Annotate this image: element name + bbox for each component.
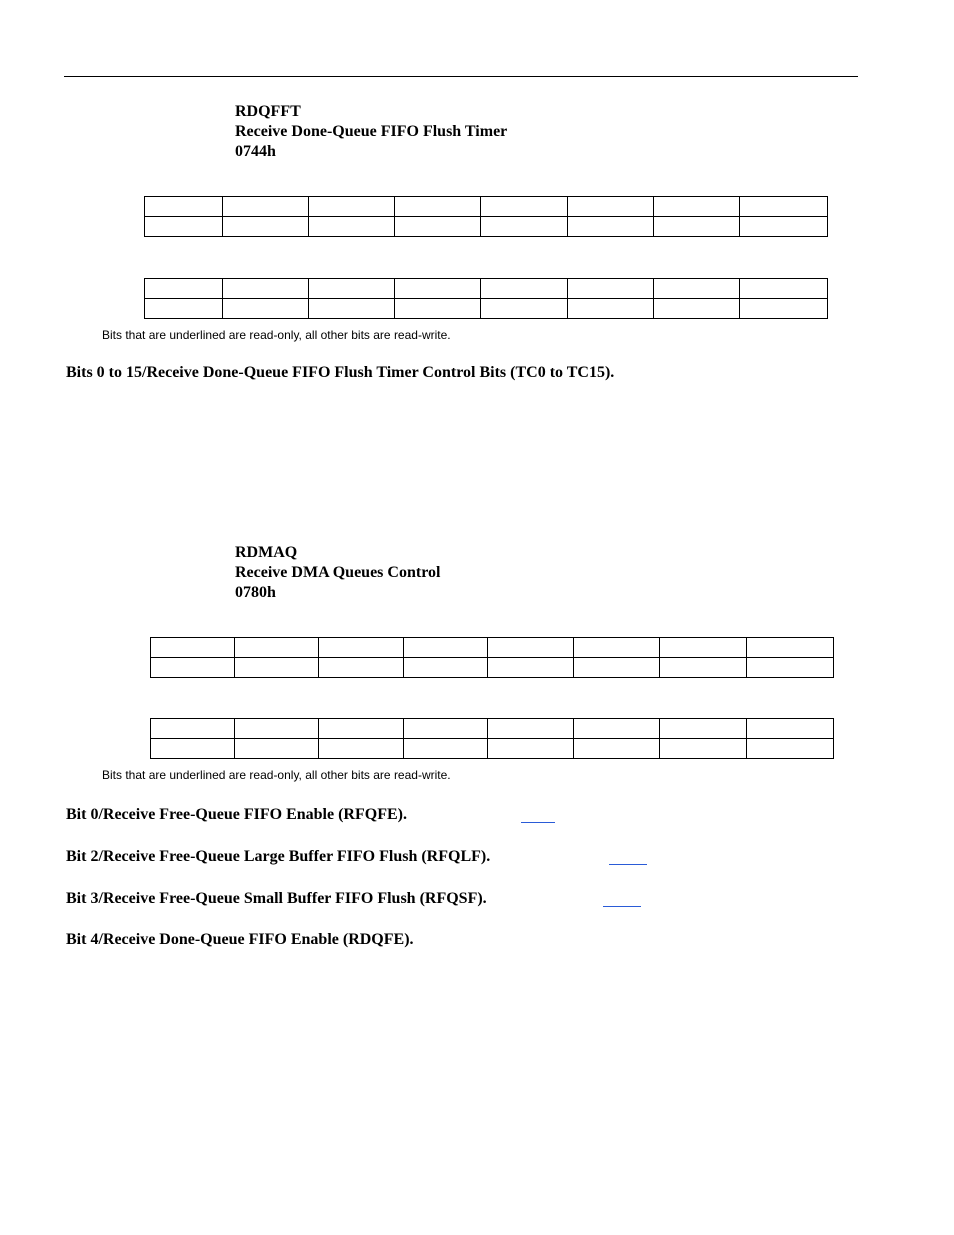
table-row — [151, 719, 834, 739]
register-header-rdmaq — [235, 543, 440, 603]
table-row — [145, 299, 828, 319]
bit-description-rfqfe: Bit 0/Receive Free-Queue FIFO Enable (RFQFE). — [66, 806, 407, 823]
table-row — [151, 739, 834, 759]
rdmaq-bit-table-lower — [150, 718, 834, 759]
table-row — [145, 217, 828, 237]
rdmaq-bit-table-upper — [150, 637, 834, 678]
rdqfft-bit-table-lower — [144, 278, 828, 319]
cross-reference-link[interactable] — [521, 822, 555, 823]
register-mnemonic: RDQFFT — [235, 103, 301, 120]
register-name: Receive DMA Queues Control — [235, 564, 441, 581]
bit-description-rdqfe: Bit 4/Receive Done-Queue FIFO Enable (RDQFE). — [66, 931, 414, 948]
table-row — [145, 279, 828, 299]
register-mnemonic: RDMAQ — [235, 544, 298, 561]
header-rule — [64, 76, 858, 77]
table-row — [151, 638, 834, 658]
read-only-note: Bits that are underlined are read-only, all other bits are read-write. — [102, 328, 451, 342]
cross-reference-link[interactable] — [603, 906, 641, 907]
register-address: 0744h — [235, 143, 276, 160]
read-only-note: Bits that are underlined are read-only, all other bits are read-write. — [102, 768, 451, 782]
table-row — [145, 197, 828, 217]
bit-description-rfqlf: Bit 2/Receive Free-Queue Large Buffer FIFO Flush (RFQLF). — [66, 848, 491, 865]
register-name: Receive Done-Queue FIFO Flush Timer — [235, 123, 508, 140]
bit-description-tc: Bits 0 to 15/Receive Done-Queue FIFO Flush Timer Control Bits (TC0 to TC15). — [66, 364, 615, 381]
bit-description-rfqsf: Bit 3/Receive Free-Queue Small Buffer FIFO Flush (RFQSF). — [66, 890, 487, 907]
cross-reference-link[interactable] — [609, 864, 647, 865]
register-address: 0780h — [235, 584, 276, 601]
table-row — [151, 658, 834, 678]
register-header-rdqfft — [235, 102, 507, 162]
rdqfft-bit-table-upper — [144, 196, 828, 237]
